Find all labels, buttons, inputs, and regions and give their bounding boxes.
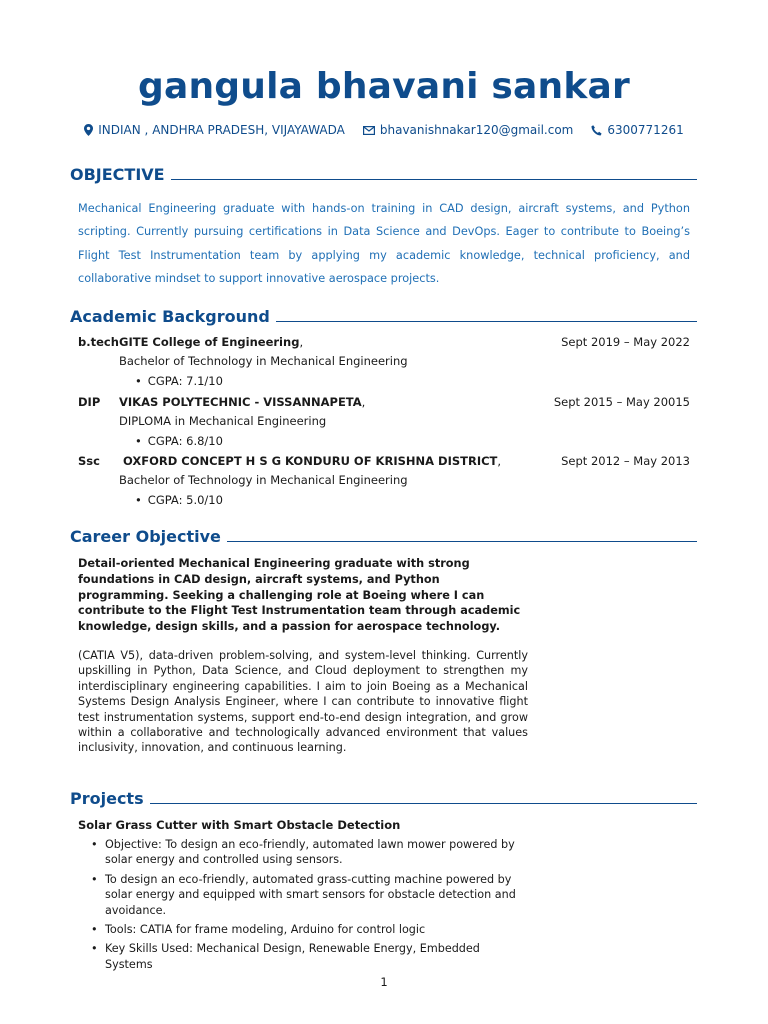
institution-name: OXFORD CONCEPT H S G KONDURU OF KRISHNA DISTRICT (119, 454, 498, 468)
career-title: Career Objective (70, 527, 221, 546)
degree-label: b.tech (78, 335, 119, 349)
project-title: Solar Grass Cutter with Smart Obstacle Detection (78, 818, 401, 832)
project-bullet: • Key Skills Used: Mechanical Design, Renewable Energy, Embedded Systems (90, 941, 530, 972)
envelope-icon (363, 126, 375, 135)
program-name: Bachelor of Technology in Mechanical Engineering (119, 473, 408, 487)
contact-bar (0, 123, 768, 137)
section-rule (150, 803, 697, 804)
education-date: Sept 2019 – May 2022 (561, 335, 690, 349)
academic-heading (70, 307, 697, 326)
location-text: INDIAN , ANDHRA PRADESH, VIJAYAWADA (98, 123, 345, 137)
page-number: 1 (380, 975, 388, 989)
project-bullet: • Objective: To design an eco-friendly, automated lawn mower powered by solar energy and controlled using sensors. (90, 837, 530, 868)
education-entry: Ssc OXFORD CONCEPT H S G KONDURU OF KRISHNA DISTRICT, Sept 2012 – May 2013 Bachelor of Technology in Mechanical Engineering • CGPA: 5.0/10 (78, 452, 690, 510)
projects-heading (70, 789, 697, 808)
email-link[interactable]: bhavanishnakar120@gmail.com (379, 123, 574, 137)
cgpa-item: • CGPA: 7.1/10 (135, 371, 690, 391)
education-date: Sept 2015 – May 20015 (553, 395, 690, 409)
education-date: Sept 2012 – May 2013 (561, 454, 690, 468)
projects-title: Projects (70, 789, 144, 808)
phone-icon (591, 125, 602, 136)
education-entry: DIP VIKAS POLYTECHNIC - VISSANNAPETA, Sept 2015 – May 20015 DIPLOMA in Mechanical Engineering • CGPA: 6.8/10 (78, 393, 690, 451)
map-pin-icon (84, 124, 93, 136)
project-bullet: • To design an eco-friendly, automated grass-cutting machine powered by solar energy and equipped with smart sensors for obstacle detection and avoidance. (90, 872, 530, 918)
career-heading (70, 527, 697, 546)
education-entry: b.tech GITE College of Engineering, Sept 2019 – May 2022 Bachelor of Technology in Mechanical Engineering • CGPA: 7.1/10 (78, 333, 690, 391)
objective-text: Mechanical Engineering graduate with hands-on training in CAD design, aircraft systems, and Python scripting. Currently pursuing certifications in Data Science and DevOps. Eager to contribute to Boeing’s Flight Test Instrumentation team by applying my academic knowledge, technical proficiency, and collaborative mindset to support innovative aerospace projects. (78, 202, 690, 285)
phone-item (591, 123, 683, 137)
candidate-name: gangula bhavani sankar (138, 66, 630, 107)
career-summary: Detail-oriented Mechanical Engineering graduate with strong foundations in CAD design, aircraft systems, and Python programming. Seeking a challenging role at Boeing where I can contribute to the Flight Test Instrumentation team through academic knowledge, design skills, and a passion for aerospace technology. (78, 557, 521, 634)
location-item (84, 123, 345, 137)
objective-heading (70, 165, 697, 184)
cgpa-item: • CGPA: 6.8/10 (135, 431, 690, 451)
phone-text: 6300771261 (607, 123, 684, 137)
section-rule (276, 321, 697, 322)
email-item[interactable] (363, 123, 574, 137)
degree-label: DIP (78, 395, 101, 409)
project-bullets (90, 837, 530, 976)
program-name: Bachelor of Technology in Mechanical Engineering (119, 354, 408, 368)
institution-name: GITE College of Engineering (119, 335, 300, 349)
objective-title: OBJECTIVE (70, 165, 165, 184)
degree-label: Ssc (78, 454, 100, 468)
section-rule (171, 179, 697, 180)
academic-title: Academic Background (70, 307, 270, 326)
project-bullet: • Tools: CATIA for frame modeling, Arduino for control logic (90, 922, 530, 937)
cgpa-item: • CGPA: 5.0/10 (135, 490, 690, 510)
institution-name: VIKAS POLYTECHNIC - VISSANNAPETA (119, 395, 362, 409)
program-name: DIPLOMA in Mechanical Engineering (119, 414, 327, 428)
career-paragraph: (CATIA V5), data-driven problem-solving, and system-level thinking. Currently upskilling in Python, Data Science, and Cloud deployment to strengthen my interdisciplinary engineering capabilities. I aim to join Boeing as a Mechanical Systems Design Analysis Engineer, where I can contribute to innovative flight test instrumentation systems, support end-to-end design integration, and grow within a collaborative and technologically advanced environment that values inclusivity, innovation, and continuous learning. (78, 649, 528, 755)
section-rule (227, 541, 697, 542)
